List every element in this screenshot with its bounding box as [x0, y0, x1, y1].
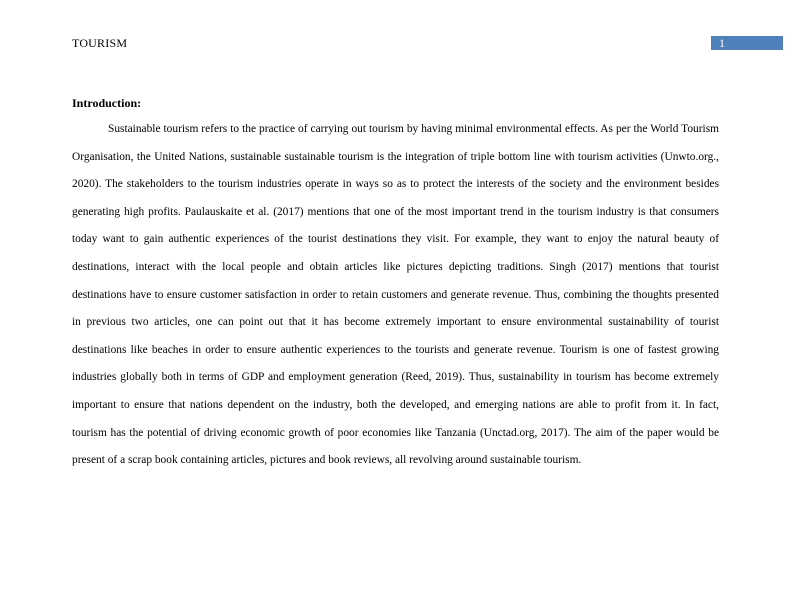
page-number: 1 — [719, 36, 725, 50]
page-number-badge — [711, 36, 783, 50]
running-head: TOURISM — [72, 36, 128, 50]
body-paragraph: Sustainable tourism refers to the practice of carrying out tourism by having minimal environmental effects. As per the World Tourism Organisation, the United Nations, sustainable sustainable tourism is the integration of triple bottom line with tourism activities (Unwto.org., 2020). The stakeholders to the tourism industries operate in ways so as to protect the interests of the society and the environment besides generating high profits. Paulauskaite et al. (2017) mentions that one of the most important trend in the tourism industry is that consumers today want to gain authentic experiences of the tourist destinations they visit. For example, they want to enjoy the natural beauty of destinations, interact with the local people and obtain articles like pictures depicting traditions. Singh (2017) mentions that tourist destinations have to ensure customer satisfaction in order to retain customers and generate revenue. Thus, combining the thoughts presented in previous two articles, one can point out that it has become extremely important to ensure environmental sustainability of tourist destinations like beaches in order to ensure authentic experiences to the tourists and generate revenue. Tourism is one of fastest growing industries globally both in terms of GDP and employment generation (Reed, 2019). Thus, sustainability in tourism has become extremely important to ensure that nations dependent on the industry, both the developed, and emerging nations are able to profit from it. In fact, tourism has the potential of driving economic growth of poor economies like Tanzania (Unctad.org, 2017). The aim of the paper would be present of a scrap book containing articles, pictures and book reviews, all revolving around sustainable tourism. — [72, 123, 719, 467]
section-heading: Introduction: — [72, 96, 142, 110]
